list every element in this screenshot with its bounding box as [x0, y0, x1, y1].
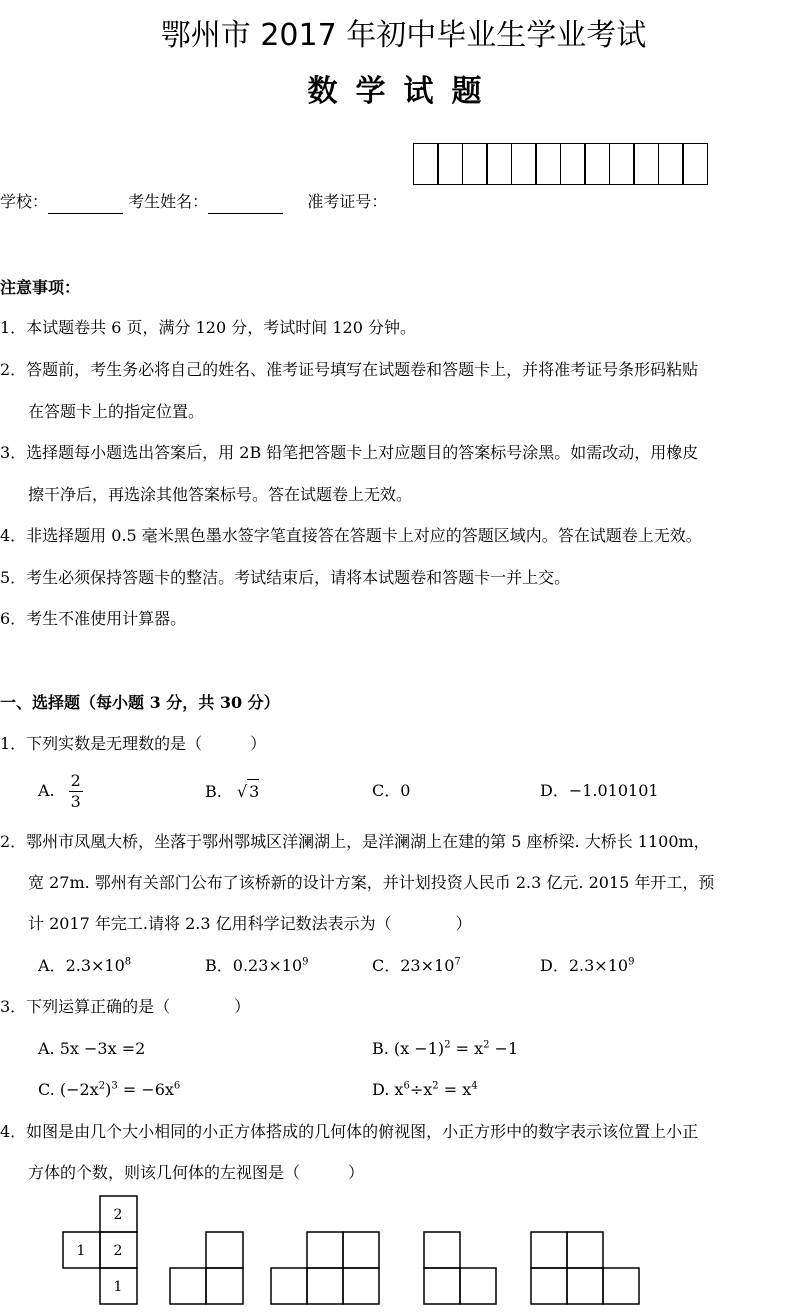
notice-item-6: 6．考生不准使用计算器。 — [0, 609, 187, 628]
notice-item-3: 3．选择题每小题选出答案后，用 2B 铅笔把答题卡上对应题目的答案标号涂黑。如需改动，用橡皮 — [0, 443, 699, 462]
q1-b-label: B. — [205, 782, 222, 801]
q1-option-d[interactable]: D．−1.010101 — [540, 781, 659, 800]
id-label: 准考证号： — [307, 192, 388, 211]
q2-line-3: 计 2017 年完工.请将 2.3 亿用科学记数法表示为（ ） — [28, 914, 472, 933]
grid-value-bottom: 1 — [113, 1279, 123, 1295]
q2-line-1: 2．鄂州市凤凰大桥，坐落于鄂州鄂城区洋澜湖上，是洋澜湖上在建的第 5 座桥梁. 大桥长 1100m， — [0, 832, 710, 851]
q4-line-2: 方体的个数，则该几何体的左视图是（ ） — [28, 1163, 365, 1182]
q1-a-label: A. — [38, 781, 55, 800]
q4-line-1: 4．如图是由几个大小相同的小正方体搭成的几何体的俯视图，小正方形中的数字表示该位置上小正 — [0, 1122, 699, 1141]
q2-option-a[interactable]: A．$2.3\times 10^8$ — [38, 956, 132, 975]
exam-subtitle: 数学试题 — [307, 74, 500, 109]
section-heading: 一、选择题（每小题 3 分，共 30 分） — [0, 693, 280, 712]
q2-line-2: 宽 27m. 鄂州有关部门公布了该桥新的设计方案，并计划投资人民币 2.3 亿元. 2015 年开工，预 — [28, 873, 715, 892]
q3-option-a[interactable]: A. 5x −3x =2 — [38, 1039, 146, 1058]
sqrt-icon: √ — [236, 782, 248, 801]
q3-option-c[interactable]: C. $(-2x^2)^3 = -6x^6$ — [38, 1080, 181, 1099]
q3-option-b[interactable]: B. $(x -1)^2 = x^2 -1$ — [372, 1039, 519, 1058]
q1-a-numerator: 2 — [70, 770, 81, 790]
grid-value-mid-right: 2 — [113, 1243, 123, 1259]
q1-a-denominator: 3 — [70, 791, 81, 811]
name-label: 考生姓名： — [128, 192, 209, 211]
grid-value-mid-left: 1 — [76, 1243, 86, 1259]
q2-option-b[interactable]: B．$0.23\times 10^9$ — [205, 956, 309, 975]
notice-item-4: 4．非选择题用 0.5 毫米黑色墨水签字笔直接答在答题卡上对应的答题区域内。答在试题卷上无效。 — [0, 526, 702, 545]
notice-item-1: 1．本试题卷共 6 页，满分 120 分，考试时间 120 分钟。 — [0, 318, 416, 337]
notice-heading: 注意事项： — [0, 278, 81, 297]
exam-title: 鄂州市 2017 年初中毕业生学业考试 — [160, 18, 647, 53]
q2-option-d[interactable]: D．$2.3\times 10^9$ — [540, 956, 635, 975]
q3-stem: 3．下列运算正确的是（ ） — [0, 997, 251, 1016]
notice-item-3-cont: 擦干净后，再选涂其他答案标号。答在试题卷上无效。 — [28, 485, 413, 504]
notice-item-5: 5．考生必须保持答题卡的整洁。考试结束后，请将本试题卷和答题卡一并上交。 — [0, 568, 571, 587]
school-label: 学校： — [0, 192, 49, 211]
q1-stem: 1．下列实数是无理数的是（ ） — [0, 734, 267, 753]
q2-option-c[interactable]: C．$23\times 10^7$ — [372, 956, 461, 975]
q3-option-d[interactable]: D. $x^6\div x^2 = x^4$ — [372, 1080, 478, 1099]
notice-item-2: 2．答题前，考生务必将自己的姓名、准考证号填写在试题卷和答题卡上，并将准考证号条形码粘贴 — [0, 360, 699, 379]
grid-value-top: 2 — [113, 1207, 123, 1223]
notice-item-2-cont: 在答题卡上的指定位置。 — [28, 402, 205, 421]
q1-b-radicand: 3 — [247, 779, 259, 804]
q1-option-c[interactable]: C．0 — [372, 781, 411, 800]
